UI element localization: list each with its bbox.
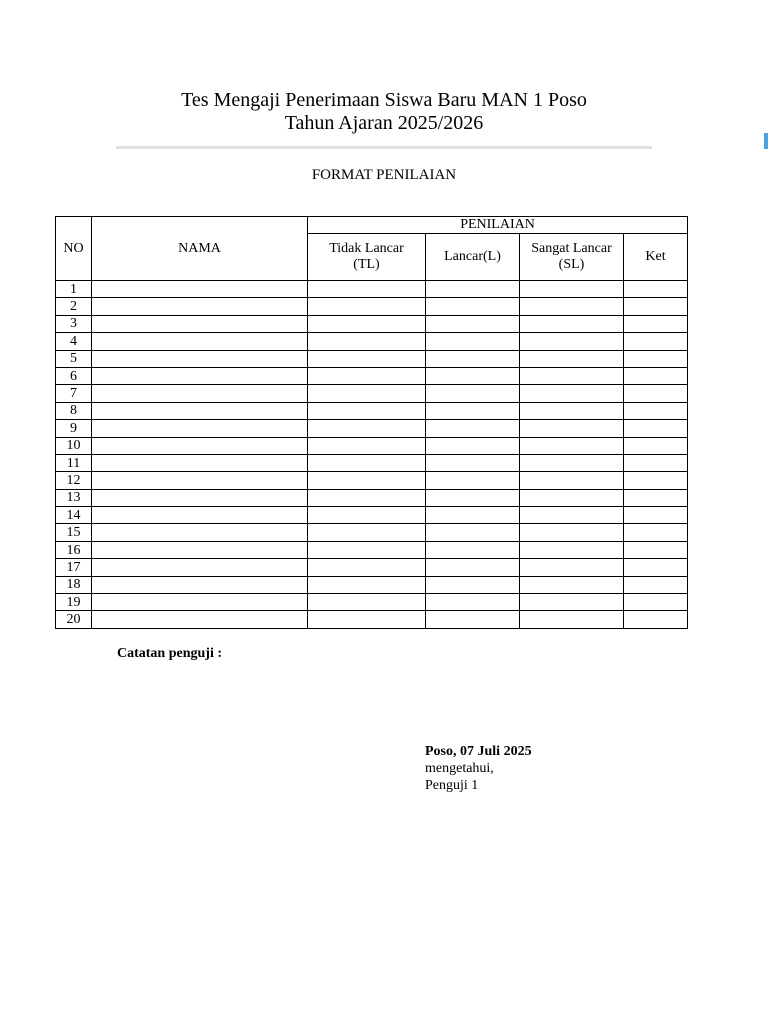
row-tl-cell bbox=[308, 559, 426, 576]
table-row bbox=[56, 350, 688, 367]
row-number: 7 bbox=[56, 385, 92, 402]
row-ket-cell bbox=[624, 541, 688, 558]
row-number: 9 bbox=[56, 420, 92, 437]
row-sl-cell bbox=[520, 350, 624, 367]
row-l-cell bbox=[426, 437, 520, 454]
row-sl-cell bbox=[520, 367, 624, 384]
row-tl-cell bbox=[308, 576, 426, 593]
row-tl-cell bbox=[308, 420, 426, 437]
row-number: 18 bbox=[56, 576, 92, 593]
row-tl-cell bbox=[308, 402, 426, 419]
row-sl-cell bbox=[520, 507, 624, 524]
row-l-cell bbox=[426, 385, 520, 402]
row-ket-cell bbox=[624, 489, 688, 506]
row-l-cell bbox=[426, 541, 520, 558]
row-ket-cell bbox=[624, 507, 688, 524]
row-number: 11 bbox=[56, 454, 92, 471]
row-tl-cell bbox=[308, 385, 426, 402]
table-body bbox=[56, 281, 688, 629]
row-tl-cell bbox=[308, 541, 426, 558]
row-l-cell bbox=[426, 281, 520, 298]
table-row bbox=[56, 437, 688, 454]
row-sl-cell bbox=[520, 385, 624, 402]
table-row bbox=[56, 576, 688, 593]
row-number: 10 bbox=[56, 437, 92, 454]
row-tl-cell bbox=[308, 437, 426, 454]
row-number: 5 bbox=[56, 350, 92, 367]
table-row bbox=[56, 420, 688, 437]
row-ket-cell bbox=[624, 472, 688, 489]
row-number: 15 bbox=[56, 524, 92, 541]
row-tl-cell bbox=[308, 454, 426, 471]
row-nama-cell bbox=[92, 298, 308, 315]
row-sl-cell bbox=[520, 315, 624, 332]
row-l-cell bbox=[426, 472, 520, 489]
table-row bbox=[56, 402, 688, 419]
row-tl-cell bbox=[308, 298, 426, 315]
row-number: 2 bbox=[56, 298, 92, 315]
row-l-cell bbox=[426, 524, 520, 541]
row-sl-cell bbox=[520, 541, 624, 558]
row-ket-cell bbox=[624, 420, 688, 437]
row-sl-cell bbox=[520, 437, 624, 454]
row-tl-cell bbox=[308, 367, 426, 384]
row-tl-cell bbox=[308, 472, 426, 489]
examiner-notes-label: Catatan penguji : bbox=[117, 646, 223, 661]
row-tl-cell bbox=[308, 507, 426, 524]
row-sl-cell bbox=[520, 333, 624, 350]
row-tl-cell bbox=[308, 524, 426, 541]
row-nama-cell bbox=[92, 472, 308, 489]
row-ket-cell bbox=[624, 350, 688, 367]
row-number: 16 bbox=[56, 541, 92, 558]
row-tl-cell bbox=[308, 281, 426, 298]
document-subtitle: Tahun Ajaran 2025/2026 bbox=[284, 112, 484, 134]
header-sangat-lancar-abbr: (SL) bbox=[558, 257, 585, 272]
header-lancar: Lancar(L) bbox=[426, 234, 520, 281]
row-sl-cell bbox=[520, 402, 624, 419]
row-l-cell bbox=[426, 367, 520, 384]
row-number: 3 bbox=[56, 315, 92, 332]
header-ket: Ket bbox=[624, 234, 688, 281]
row-number: 17 bbox=[56, 559, 92, 576]
row-ket-cell bbox=[624, 281, 688, 298]
row-ket-cell bbox=[624, 385, 688, 402]
row-ket-cell bbox=[624, 559, 688, 576]
acknowledged-text: mengetahui, bbox=[425, 761, 494, 776]
row-sl-cell bbox=[520, 472, 624, 489]
header-sangat-lancar-label: Sangat Lancar bbox=[531, 241, 612, 256]
table-row bbox=[56, 507, 688, 524]
row-nama-cell bbox=[92, 281, 308, 298]
row-sl-cell bbox=[520, 576, 624, 593]
row-l-cell bbox=[426, 333, 520, 350]
table-row bbox=[56, 524, 688, 541]
row-tl-cell bbox=[308, 350, 426, 367]
row-number: 19 bbox=[56, 594, 92, 611]
row-ket-cell bbox=[624, 611, 688, 628]
row-nama-cell bbox=[92, 611, 308, 628]
header-no: NO bbox=[56, 217, 92, 281]
row-sl-cell bbox=[520, 611, 624, 628]
table-row bbox=[56, 281, 688, 298]
row-number: 14 bbox=[56, 507, 92, 524]
row-nama-cell bbox=[92, 333, 308, 350]
row-ket-cell bbox=[624, 454, 688, 471]
row-sl-cell bbox=[520, 454, 624, 471]
row-number: 12 bbox=[56, 472, 92, 489]
header-tidak-lancar bbox=[308, 234, 426, 281]
table-row bbox=[56, 333, 688, 350]
row-nama-cell bbox=[92, 315, 308, 332]
row-l-cell bbox=[426, 402, 520, 419]
row-nama-cell bbox=[92, 402, 308, 419]
row-sl-cell bbox=[520, 524, 624, 541]
table-row bbox=[56, 472, 688, 489]
table-row bbox=[56, 385, 688, 402]
row-nama-cell bbox=[92, 524, 308, 541]
row-l-cell bbox=[426, 507, 520, 524]
row-nama-cell bbox=[92, 489, 308, 506]
signature-block bbox=[425, 743, 532, 794]
header-nama: NAMA bbox=[92, 217, 308, 281]
table-row bbox=[56, 454, 688, 471]
row-nama-cell bbox=[92, 507, 308, 524]
row-sl-cell bbox=[520, 281, 624, 298]
page-edge-marker bbox=[764, 133, 768, 149]
row-l-cell bbox=[426, 315, 520, 332]
row-tl-cell bbox=[308, 315, 426, 332]
row-sl-cell bbox=[520, 559, 624, 576]
row-ket-cell bbox=[624, 524, 688, 541]
row-nama-cell bbox=[92, 454, 308, 471]
row-nama-cell bbox=[92, 350, 308, 367]
row-ket-cell bbox=[624, 576, 688, 593]
document-title: Tes Mengaji Penerimaan Siswa Baru MAN 1 Poso bbox=[181, 89, 587, 111]
examiner-role: Penguji 1 bbox=[425, 778, 479, 793]
row-tl-cell bbox=[308, 594, 426, 611]
header-tidak-lancar-label: Tidak Lancar bbox=[329, 241, 404, 256]
row-l-cell bbox=[426, 559, 520, 576]
section-title: FORMAT PENILAIAN bbox=[311, 167, 457, 183]
row-nama-cell bbox=[92, 367, 308, 384]
table-row bbox=[56, 315, 688, 332]
row-nama-cell bbox=[92, 420, 308, 437]
header-sangat-lancar bbox=[520, 234, 624, 281]
row-tl-cell bbox=[308, 489, 426, 506]
header-penilaian: PENILAIAN bbox=[308, 217, 688, 234]
row-nama-cell bbox=[92, 594, 308, 611]
row-number: 13 bbox=[56, 489, 92, 506]
row-tl-cell bbox=[308, 333, 426, 350]
table-row bbox=[56, 489, 688, 506]
table-row bbox=[56, 541, 688, 558]
row-nama-cell bbox=[92, 559, 308, 576]
row-l-cell bbox=[426, 576, 520, 593]
assessment-table bbox=[55, 216, 688, 629]
row-nama-cell bbox=[92, 385, 308, 402]
row-l-cell bbox=[426, 594, 520, 611]
row-ket-cell bbox=[624, 367, 688, 384]
header-tidak-lancar-abbr: (TL) bbox=[353, 257, 380, 272]
table-row bbox=[56, 594, 688, 611]
header-divider bbox=[116, 146, 652, 149]
row-l-cell bbox=[426, 489, 520, 506]
row-number: 4 bbox=[56, 333, 92, 350]
row-sl-cell bbox=[520, 420, 624, 437]
row-l-cell bbox=[426, 454, 520, 471]
row-sl-cell bbox=[520, 594, 624, 611]
row-number: 8 bbox=[56, 402, 92, 419]
row-l-cell bbox=[426, 350, 520, 367]
row-ket-cell bbox=[624, 298, 688, 315]
row-number: 20 bbox=[56, 611, 92, 628]
row-l-cell bbox=[426, 611, 520, 628]
row-tl-cell bbox=[308, 611, 426, 628]
place-date: Poso, 07 Juli 2025 bbox=[425, 744, 532, 759]
table-row bbox=[56, 611, 688, 628]
row-l-cell bbox=[426, 420, 520, 437]
row-l-cell bbox=[426, 298, 520, 315]
row-ket-cell bbox=[624, 437, 688, 454]
table-row bbox=[56, 559, 688, 576]
row-nama-cell bbox=[92, 576, 308, 593]
row-sl-cell bbox=[520, 489, 624, 506]
row-nama-cell bbox=[92, 541, 308, 558]
table-header-row bbox=[56, 217, 688, 234]
row-number: 6 bbox=[56, 367, 92, 384]
table-row bbox=[56, 367, 688, 384]
row-ket-cell bbox=[624, 594, 688, 611]
table-row bbox=[56, 298, 688, 315]
row-ket-cell bbox=[624, 333, 688, 350]
row-sl-cell bbox=[520, 298, 624, 315]
row-number: 1 bbox=[56, 281, 92, 298]
row-ket-cell bbox=[624, 402, 688, 419]
row-nama-cell bbox=[92, 437, 308, 454]
row-ket-cell bbox=[624, 315, 688, 332]
